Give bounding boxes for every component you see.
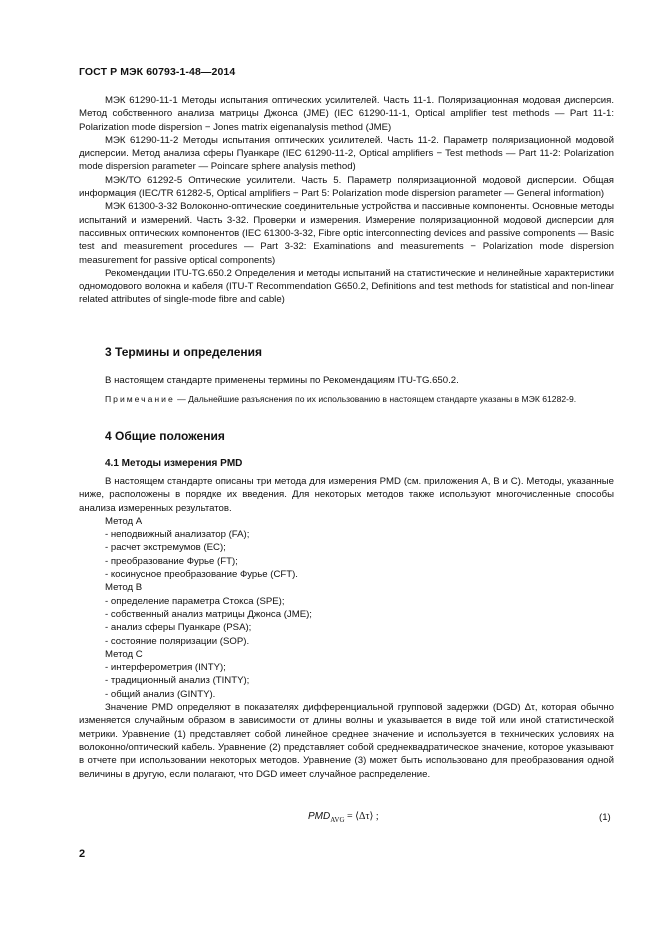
formula-lhs: PMD bbox=[308, 811, 331, 822]
note-label: Примечание bbox=[105, 394, 175, 404]
reference-item: МЭК/ТО 61292-5 Оптические усилители. Часть 5. Параметр поляризационной модовой дисперсии. Общая информация (IEC/TR 61282-5, Optical amplifiers − Part 5: Polarization mode dispersion parameter — General information) bbox=[79, 174, 614, 200]
section-3-note bbox=[79, 393, 614, 405]
page-number: 2 bbox=[79, 848, 86, 860]
reference-item: МЭК 61300-3-32 Волоконно-оптические соединительные устройства и пассивные компоненты. Основные методы испытаний и измерений. Часть 3-32. Проверки и измерения. Измерение поляризационной модовой дисперсии для пассивных оптических компонентов (IEC 61300-3-32, Fibre optic interconnecting devices and passive components — Basic test and measurement procedures — Part 3-32: Examinations and measurements − Polarization mode dispersion measurement for passive optical components) bbox=[79, 201, 614, 266]
section-3-heading: 3 Термины и определения bbox=[105, 345, 263, 359]
reference-item: МЭК 61290-11-1 Методы испытания оптических усилителей. Часть 11-1. Поляризационная модовая дисперсия. Метод собственного анализа матрицы Джонса (JME) (IEC 61290-11-1, Optical amplifier test methods — Part 11-1: Polarization mode dispersion − Jones matrix eigenanalysis method (JME) bbox=[79, 95, 614, 133]
list-item: - преобразование Фурье (FT); bbox=[105, 555, 238, 567]
method-a-title: Метод А bbox=[105, 515, 143, 527]
intro-paragraph: В настоящем стандарте описаны три метода для измерения PMD (см. приложения А, В и С). Методы, указанные ниже, расположены в порядке их введения. Для некоторых методов также используют многочисленные способы анализа измеренных результатов. bbox=[79, 476, 614, 514]
note-paragraph bbox=[79, 393, 614, 405]
list-item: - общий анализ (GINTY). bbox=[105, 688, 216, 700]
list-item: - состояние поляризации (SOP). bbox=[105, 635, 250, 647]
equation-number: (1) bbox=[599, 812, 611, 823]
normative-references bbox=[79, 94, 614, 307]
section-4-heading: 4 Общие положения bbox=[105, 429, 225, 443]
formula-rhs: = ⟨Δτ⟩ ; bbox=[344, 811, 379, 822]
document-header: ГОСТ Р МЭК 60793-1-48—2014 bbox=[79, 66, 236, 78]
method-b-title: Метод В bbox=[105, 582, 143, 594]
list-item: - неподвижный анализатор (FA); bbox=[105, 529, 250, 541]
section-3-text: В настоящем стандарте применены термины по Рекомендациям ITU-TG.650.2. bbox=[105, 375, 459, 386]
list-item: - косинусное преобразование Фурье (CFT). bbox=[105, 569, 298, 581]
section-3-body bbox=[79, 374, 614, 387]
list-item: - определение параметра Стокса (SPE); bbox=[105, 595, 285, 607]
note-text: — Дальнейшие разъяснения по их использованию в настоящем стандарте указаны в МЭК 61282-9. bbox=[174, 394, 577, 404]
equation-1 bbox=[308, 811, 379, 824]
formula-subscript: AVG bbox=[330, 816, 345, 824]
section-4-body bbox=[79, 475, 614, 781]
list-item: - расчет экстремумов (EC); bbox=[105, 542, 226, 554]
subsection-4-1-heading: 4.1 Методы измерения PMD bbox=[105, 458, 243, 469]
list-item: - собственный анализ матрицы Джонса (JME); bbox=[105, 608, 312, 620]
method-c-title: Метод С bbox=[105, 648, 143, 660]
closing-paragraph: Значение PMD определяют в показателях дифференциальной групповой задержки (DGD) Δτ, которая обычно изменяется случайным образом в зависимости от длины волны и указывается в виде той или иной статистической метрики. Уравнение (1) представляет собой линейное среднее значение и используется в технических условиях на волоконно/оптический кабель. Уравнение (2) представляет собой среднеквадратическое значение, которое указывают в отчете при использовании некоторых методов. Уравнение (3) может быть использовано для преобразования одной величины в другую, если полагают, что DGD имеет случайное распределение. bbox=[79, 702, 614, 780]
list-item: - анализ сферы Пуанкаре (PSA); bbox=[105, 622, 252, 634]
reference-item: МЭК 61290-11-2 Методы испытания оптических усилителей. Часть 11-2. Параметр поляризационной модовой дисперсии. Метод анализа сферы Пуанкаре (IEC 61290-11-2, Optical amplifiers − Test methods — Part 11-2: Polarization mode dispersion parameter — Poincare sphere analysis method) bbox=[79, 134, 614, 173]
list-item: - традиционный анализ (TINTY); bbox=[105, 675, 250, 687]
reference-item: Рекомендации ITU-TG.650.2 Определения и методы испытаний на статистические и нелинейные характеристики одномодового волокна и кабеля (ITU-T Recommendation G650.2, Definitions and test methods for statistical and non-linear related attributes of single-mode fibre and cable) bbox=[79, 267, 614, 306]
list-item: - интерферометрия (INTY); bbox=[105, 662, 226, 674]
